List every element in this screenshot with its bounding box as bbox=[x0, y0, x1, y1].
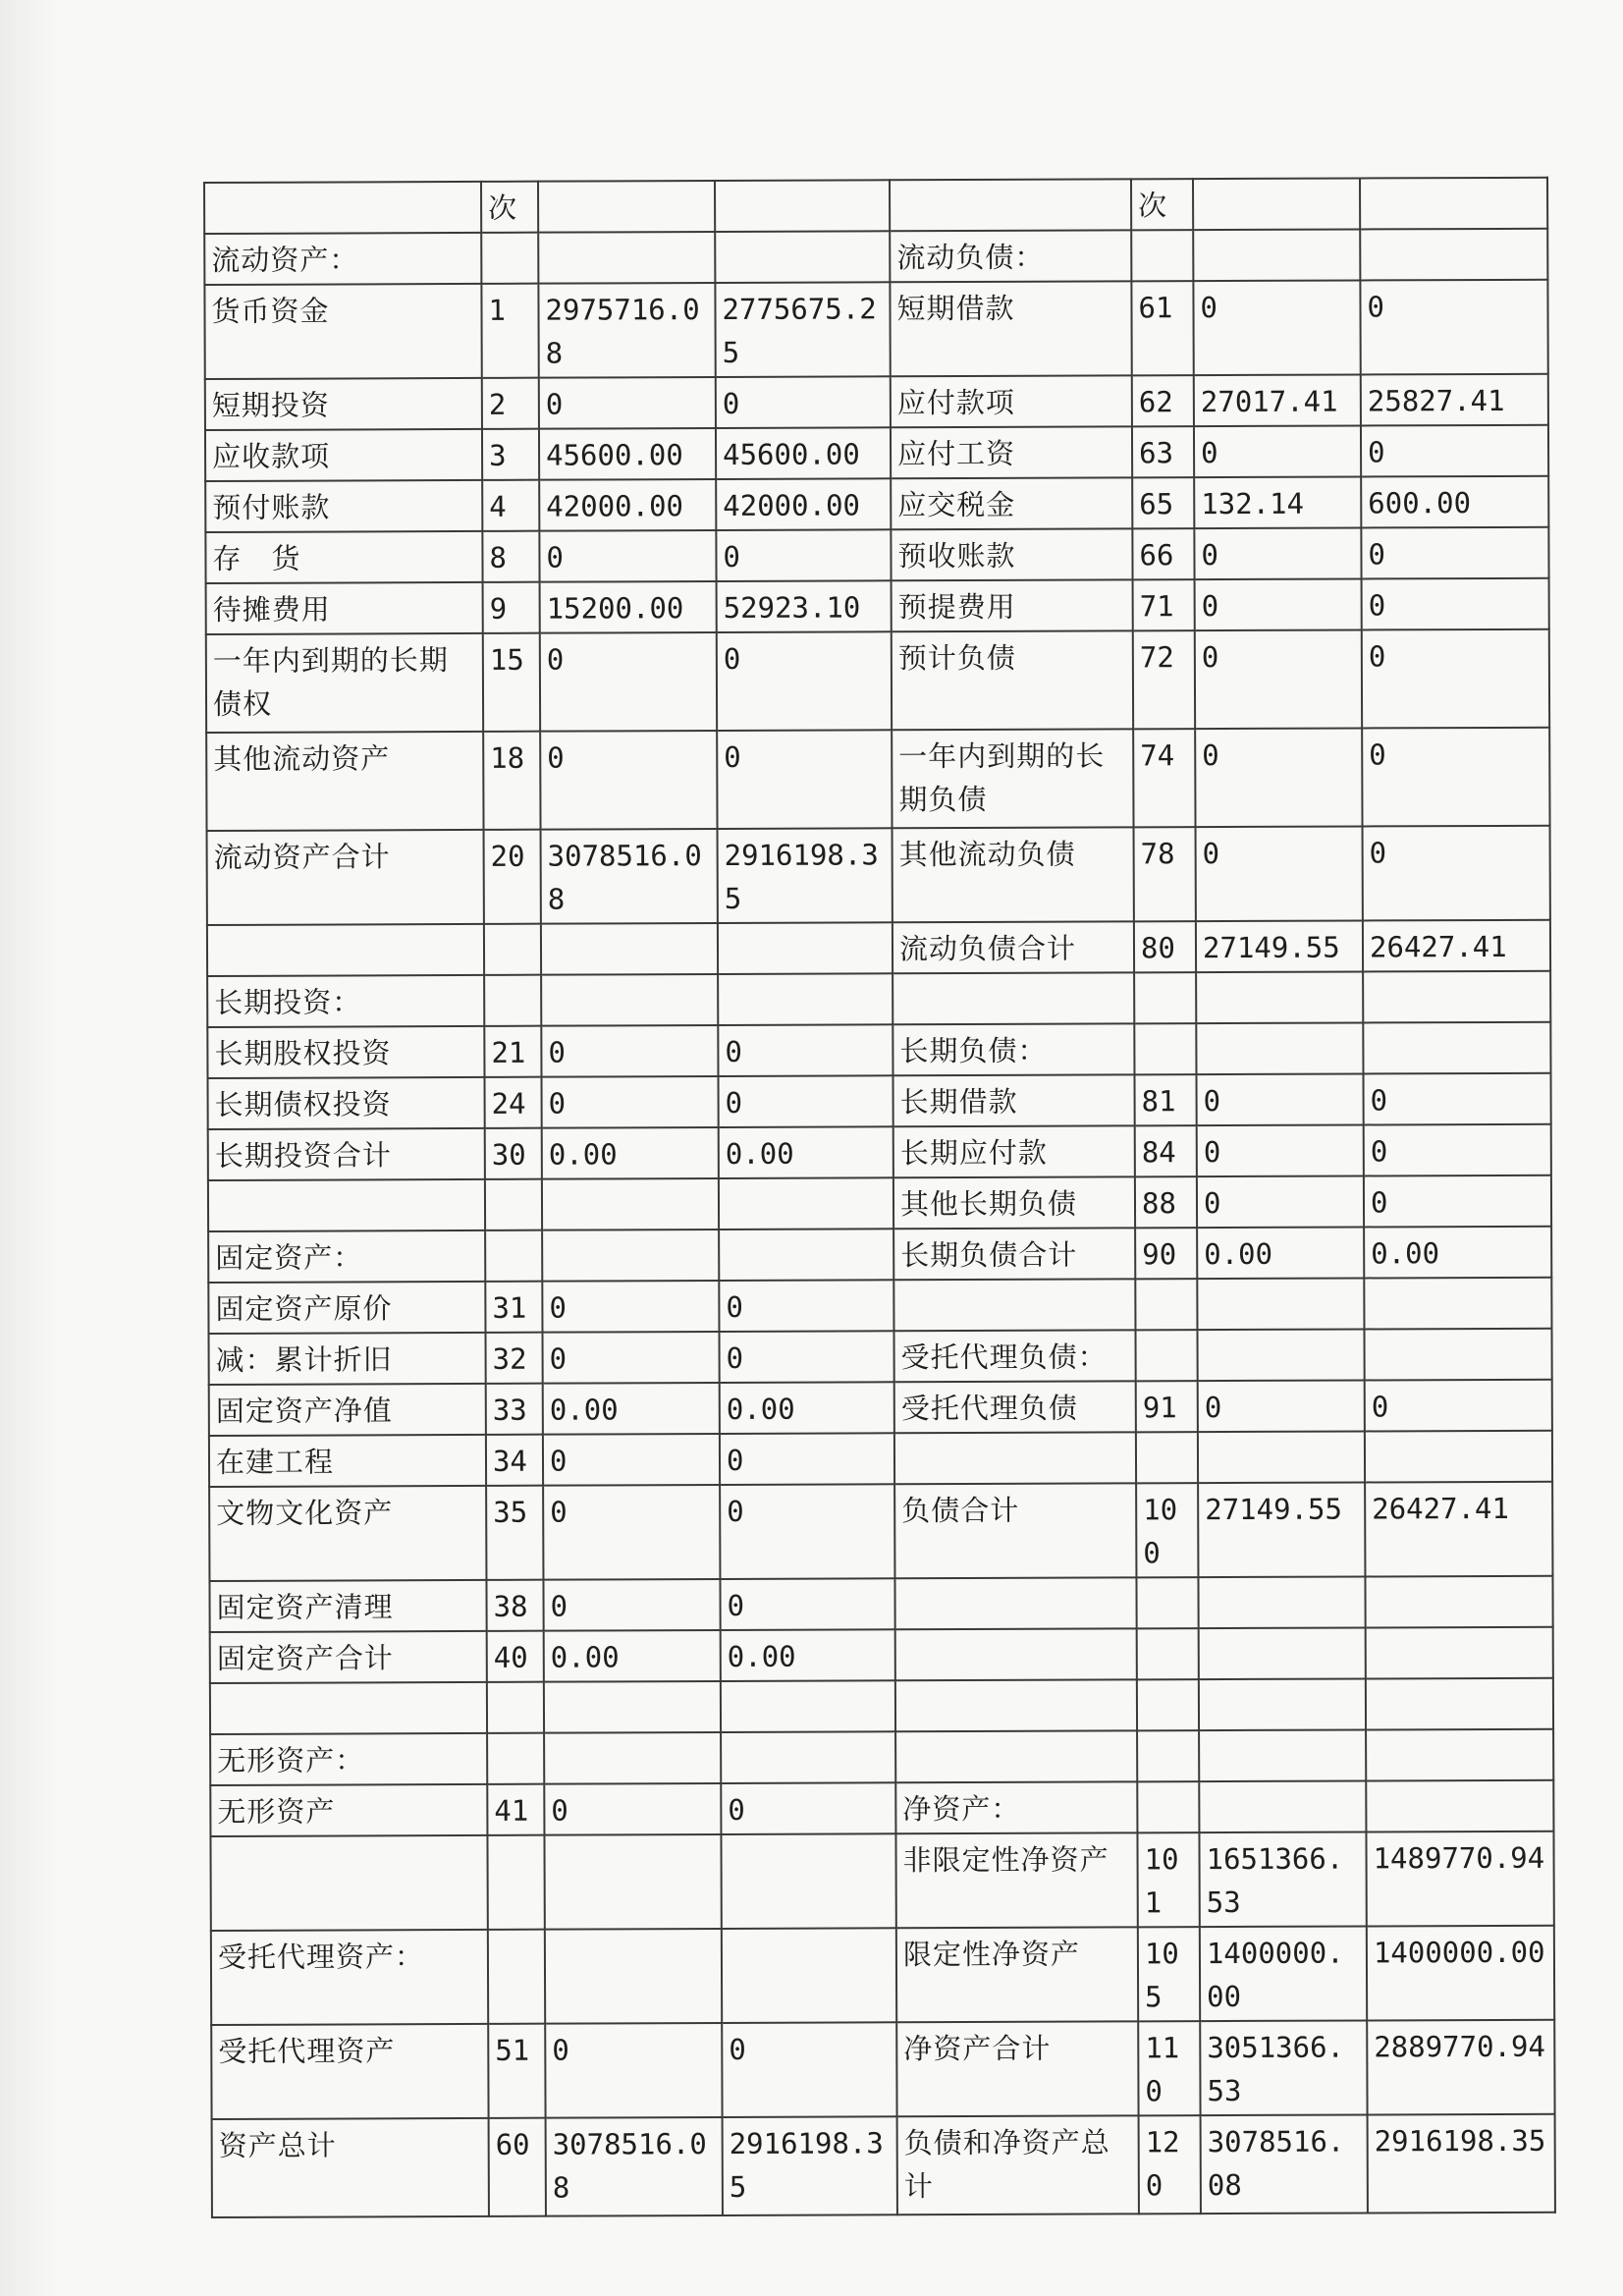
left-item-index: 3 bbox=[482, 429, 539, 480]
right-item-name: 净资产合计 bbox=[896, 2021, 1138, 2116]
right-item-value-1: 0 bbox=[1196, 1073, 1363, 1125]
left-item-value-2: 0 bbox=[719, 1280, 893, 1332]
left-item-index: 8 bbox=[482, 531, 539, 582]
left-item-index: 33 bbox=[486, 1384, 543, 1435]
header-left-index: 次 bbox=[481, 182, 538, 233]
right-item-index: 74 bbox=[1133, 729, 1195, 827]
left-item-value-1 bbox=[545, 1929, 722, 2024]
right-item-value-2: 1400000.00 bbox=[1367, 1926, 1554, 2021]
table-row bbox=[209, 1329, 1552, 1385]
right-item-index bbox=[1137, 1730, 1199, 1781]
right-item-value-1: 3051366.53 bbox=[1200, 2020, 1367, 2115]
right-item-value-1: 27149.55 bbox=[1198, 1482, 1365, 1577]
left-item-value-2: 0 bbox=[720, 1331, 894, 1383]
left-item-value-2: 0.00 bbox=[720, 1382, 894, 1434]
left-item-name: 资产总计 bbox=[212, 2118, 489, 2217]
right-item-name: 预计负债 bbox=[892, 630, 1133, 730]
left-item-name bbox=[210, 1682, 487, 1734]
left-item-index: 51 bbox=[488, 2024, 545, 2118]
right-item-value-2 bbox=[1364, 1278, 1551, 1330]
left-item-value-2 bbox=[715, 231, 890, 283]
table-row bbox=[206, 578, 1549, 634]
left-item-value-1 bbox=[544, 1834, 721, 1930]
right-item-value-1: 27149.55 bbox=[1196, 920, 1363, 972]
right-item-index bbox=[1136, 1577, 1198, 1628]
left-item-index bbox=[481, 233, 538, 284]
left-item-value-1: 0.00 bbox=[544, 1630, 721, 1682]
left-item-name: 流动资产合计 bbox=[207, 830, 484, 925]
right-item-index: 90 bbox=[1135, 1228, 1197, 1279]
right-item-value-1: 3078516.08 bbox=[1201, 2114, 1368, 2214]
left-item-value-1: 0 bbox=[542, 1076, 719, 1128]
right-item-index bbox=[1135, 1279, 1197, 1330]
left-item-value-1: 0 bbox=[540, 731, 717, 830]
left-item-index: 35 bbox=[486, 1486, 543, 1580]
left-item-value-2 bbox=[718, 922, 893, 974]
right-item-value-1 bbox=[1198, 1431, 1365, 1483]
left-item-value-2: 2916198.35 bbox=[718, 828, 893, 923]
right-item-value-1 bbox=[1196, 971, 1363, 1023]
right-item-index: 78 bbox=[1134, 827, 1196, 921]
left-item-name: 待摊费用 bbox=[206, 582, 483, 634]
left-item-index: 38 bbox=[486, 1580, 543, 1631]
left-item-name: 存 货 bbox=[205, 531, 482, 583]
left-item-value-1 bbox=[542, 1178, 719, 1230]
left-item-value-1: 3078516.08 bbox=[546, 2117, 723, 2216]
right-item-index: 71 bbox=[1133, 579, 1195, 630]
table-row bbox=[210, 1780, 1553, 1836]
left-item-value-2: 0 bbox=[721, 1782, 895, 1834]
right-item-name: 长期借款 bbox=[893, 1074, 1135, 1126]
right-item-name bbox=[893, 1279, 1135, 1331]
right-item-index: 66 bbox=[1132, 528, 1194, 579]
left-item-index: 4 bbox=[482, 480, 539, 531]
right-item-value-1: 0 bbox=[1195, 629, 1362, 729]
right-item-value-2 bbox=[1366, 1678, 1553, 1730]
left-item-index: 18 bbox=[483, 732, 540, 830]
left-item-value-2: 0 bbox=[719, 1075, 893, 1127]
left-item-name: 固定资产净值 bbox=[209, 1384, 486, 1436]
left-item-value-1: 15200.00 bbox=[540, 581, 717, 633]
left-item-value-1: 0 bbox=[543, 1579, 720, 1631]
right-item-index: 62 bbox=[1132, 375, 1194, 426]
right-item-value-1: 0 bbox=[1193, 280, 1360, 375]
table-row bbox=[207, 920, 1550, 976]
table-row bbox=[204, 280, 1547, 379]
left-item-value-1: 0 bbox=[544, 1783, 721, 1835]
right-item-name: 受托代理负债： bbox=[893, 1330, 1135, 1382]
balance-sheet-wrapper bbox=[203, 182, 1546, 2218]
table-row bbox=[205, 425, 1548, 481]
left-item-index: 32 bbox=[486, 1333, 543, 1384]
right-item-name: 应付工资 bbox=[891, 426, 1132, 478]
right-item-value-2 bbox=[1360, 229, 1547, 281]
table-row bbox=[205, 527, 1548, 583]
right-item-value-2 bbox=[1363, 971, 1550, 1023]
right-item-value-2: 26427.41 bbox=[1365, 1482, 1552, 1577]
right-item-value-1 bbox=[1199, 1678, 1366, 1730]
right-item-value-2 bbox=[1366, 1780, 1553, 1832]
right-item-name: 其他流动负债 bbox=[893, 827, 1134, 922]
right-item-value-2: 0.00 bbox=[1364, 1227, 1551, 1279]
table-row bbox=[206, 629, 1549, 733]
left-item-name: 长期股权投资 bbox=[207, 1026, 484, 1078]
left-item-value-2: 52923.10 bbox=[717, 580, 892, 632]
left-item-value-2: 0 bbox=[717, 730, 892, 829]
left-item-value-2: 0 bbox=[720, 1433, 894, 1485]
right-item-value-1 bbox=[1197, 1278, 1364, 1330]
left-item-name bbox=[207, 924, 484, 976]
left-item-name: 减：累计折旧 bbox=[209, 1333, 486, 1385]
left-item-value-1: 45600.00 bbox=[539, 428, 716, 480]
right-item-value-2: 0 bbox=[1361, 425, 1548, 477]
left-item-value-2: 0.00 bbox=[719, 1126, 893, 1178]
left-item-value-2 bbox=[719, 1229, 893, 1281]
right-item-value-1: 27017.41 bbox=[1194, 374, 1361, 426]
table-row bbox=[207, 971, 1550, 1027]
left-item-name bbox=[210, 1835, 487, 1931]
table-row bbox=[212, 2114, 1555, 2217]
right-item-name bbox=[895, 1730, 1137, 1782]
right-item-index: 88 bbox=[1135, 1176, 1197, 1228]
right-item-value-1 bbox=[1196, 1022, 1363, 1074]
left-item-value-2: 0 bbox=[722, 2022, 896, 2117]
right-item-index: 80 bbox=[1134, 921, 1196, 972]
left-item-value-2: 0 bbox=[720, 1484, 894, 1579]
left-item-name: 应收款项 bbox=[205, 429, 482, 481]
right-item-index bbox=[1134, 972, 1196, 1023]
right-item-value-1: 132.14 bbox=[1194, 476, 1361, 528]
left-item-value-1: 0 bbox=[539, 377, 716, 429]
right-item-index: 65 bbox=[1132, 477, 1194, 528]
right-item-name bbox=[894, 1577, 1136, 1629]
right-item-index bbox=[1135, 1330, 1197, 1381]
right-item-name: 应交税金 bbox=[891, 477, 1132, 529]
table-row bbox=[207, 826, 1550, 925]
right-item-name: 一年内到期的长期负债 bbox=[892, 729, 1133, 828]
table-row bbox=[211, 1926, 1554, 2025]
left-item-value-2 bbox=[721, 1680, 895, 1732]
right-item-value-2: 0 bbox=[1363, 1073, 1550, 1125]
left-item-index: 60 bbox=[489, 2118, 546, 2216]
header-left-value2 bbox=[715, 180, 890, 232]
left-item-name: 长期投资： bbox=[207, 975, 484, 1027]
left-item-name: 受托代理资产： bbox=[211, 1930, 488, 2025]
left-item-index bbox=[485, 1179, 542, 1230]
left-item-value-2: 0.00 bbox=[721, 1629, 895, 1681]
left-item-value-2: 2916198.35 bbox=[723, 2116, 897, 2215]
right-item-value-2: 2889770.94 bbox=[1367, 2020, 1554, 2115]
header-right-value1 bbox=[1193, 178, 1360, 230]
right-item-value-2: 0 bbox=[1363, 826, 1550, 921]
right-item-value-2: 0 bbox=[1362, 728, 1549, 827]
right-item-value-2: 0 bbox=[1362, 629, 1549, 729]
left-item-index bbox=[484, 975, 541, 1026]
right-item-value-2 bbox=[1363, 1022, 1550, 1074]
table-row bbox=[209, 1482, 1552, 1581]
left-item-value-1: 3078516.08 bbox=[541, 829, 718, 924]
right-item-value-2: 26427.41 bbox=[1363, 920, 1550, 972]
left-item-value-1 bbox=[544, 1681, 721, 1733]
right-item-value-1: 1651366.53 bbox=[1199, 1831, 1366, 1927]
left-item-value-2: 0 bbox=[718, 1024, 893, 1076]
right-item-name bbox=[893, 972, 1134, 1024]
right-item-value-2: 0 bbox=[1365, 1380, 1552, 1432]
left-item-value-1: 0 bbox=[540, 632, 717, 732]
table-row bbox=[208, 1175, 1551, 1231]
left-item-value-1: 0 bbox=[543, 1332, 720, 1384]
left-item-name: 固定资产合计 bbox=[210, 1631, 487, 1683]
right-item-value-2 bbox=[1365, 1431, 1552, 1483]
right-item-name: 长期应付款 bbox=[893, 1125, 1135, 1177]
right-item-index: 101 bbox=[1137, 1832, 1199, 1927]
table-row bbox=[206, 728, 1549, 831]
header-right-value2 bbox=[1360, 178, 1547, 230]
left-item-index: 31 bbox=[485, 1282, 542, 1333]
right-item-value-1: 1400000.00 bbox=[1200, 1926, 1367, 2021]
right-item-name: 流动负债： bbox=[890, 230, 1131, 282]
left-item-name: 受托代理资产 bbox=[211, 2024, 488, 2119]
left-item-index: 2 bbox=[482, 378, 539, 429]
right-item-value-2 bbox=[1366, 1729, 1553, 1781]
right-item-index: 84 bbox=[1135, 1125, 1197, 1176]
left-item-index bbox=[488, 1930, 545, 2024]
right-item-index: 91 bbox=[1136, 1381, 1198, 1432]
table-row bbox=[205, 374, 1548, 430]
left-item-value-1: 0.00 bbox=[542, 1127, 719, 1179]
left-item-index: 1 bbox=[481, 284, 538, 378]
right-item-value-1: 0 bbox=[1198, 1380, 1365, 1432]
left-item-index: 15 bbox=[483, 633, 540, 732]
left-item-name: 文物文化资产 bbox=[209, 1486, 486, 1581]
left-item-index: 21 bbox=[484, 1026, 541, 1077]
right-item-value-1 bbox=[1199, 1780, 1366, 1832]
left-item-value-2: 0 bbox=[716, 376, 891, 428]
left-item-name: 一年内到期的长期债权 bbox=[206, 633, 483, 733]
left-item-name: 货币资金 bbox=[204, 284, 481, 379]
left-item-value-2: 42000.00 bbox=[716, 478, 891, 530]
right-item-name: 长期负债： bbox=[893, 1023, 1134, 1075]
right-item-value-1 bbox=[1198, 1576, 1365, 1628]
right-item-value-1: 0 bbox=[1194, 425, 1361, 477]
table-row bbox=[209, 1431, 1552, 1487]
left-item-value-1 bbox=[538, 232, 715, 284]
right-item-value-2: 600.00 bbox=[1361, 476, 1548, 528]
table-row bbox=[208, 1227, 1551, 1283]
table-row bbox=[208, 1278, 1551, 1334]
table-row bbox=[210, 1678, 1553, 1734]
left-item-index bbox=[487, 1835, 544, 1930]
left-item-name: 其他流动资产 bbox=[206, 732, 483, 831]
right-item-value-2: 25827.41 bbox=[1361, 374, 1548, 426]
left-item-name bbox=[208, 1179, 485, 1231]
right-item-index: 105 bbox=[1138, 1927, 1200, 2021]
table-row bbox=[210, 1627, 1553, 1683]
right-item-index: 61 bbox=[1131, 281, 1193, 375]
right-item-name: 限定性净资产 bbox=[896, 1927, 1138, 2022]
right-item-name: 应付款项 bbox=[891, 375, 1132, 427]
left-item-index: 41 bbox=[487, 1784, 544, 1835]
right-item-name: 流动负债合计 bbox=[893, 921, 1134, 973]
left-item-value-2 bbox=[721, 1731, 895, 1783]
left-item-index: 9 bbox=[483, 582, 540, 633]
right-item-value-2: 1489770.94 bbox=[1366, 1831, 1553, 1927]
table-row bbox=[210, 1831, 1553, 1931]
left-item-value-1: 0 bbox=[539, 530, 716, 582]
table-row bbox=[211, 2020, 1554, 2119]
left-item-index bbox=[487, 1682, 544, 1733]
header-right-index: 次 bbox=[1131, 179, 1193, 230]
left-item-value-2 bbox=[718, 973, 893, 1025]
right-item-name: 预收账款 bbox=[891, 528, 1132, 580]
left-item-value-1: 0 bbox=[543, 1485, 720, 1580]
left-item-value-2 bbox=[719, 1177, 893, 1230]
left-item-index: 24 bbox=[485, 1077, 542, 1128]
right-item-value-2: 0 bbox=[1364, 1175, 1551, 1228]
right-item-index: 72 bbox=[1133, 630, 1195, 729]
left-item-value-1 bbox=[541, 923, 718, 975]
right-item-name: 净资产： bbox=[895, 1781, 1137, 1833]
table-row bbox=[207, 1022, 1550, 1078]
right-item-name: 其他长期负债 bbox=[893, 1176, 1135, 1229]
right-item-value-1 bbox=[1199, 1627, 1366, 1679]
left-item-name: 在建工程 bbox=[209, 1435, 486, 1487]
right-item-index: 63 bbox=[1132, 426, 1194, 477]
left-item-value-1: 0.00 bbox=[543, 1383, 720, 1435]
left-item-name: 短期投资 bbox=[205, 378, 482, 430]
left-item-value-1: 0 bbox=[541, 1025, 718, 1077]
right-item-index: 100 bbox=[1136, 1483, 1198, 1577]
right-item-index bbox=[1131, 230, 1193, 281]
right-item-name: 长期负债合计 bbox=[893, 1228, 1135, 1280]
left-item-name: 无形资产： bbox=[210, 1733, 487, 1785]
left-item-value-2: 0 bbox=[716, 529, 891, 581]
right-item-value-1: 0 bbox=[1195, 578, 1362, 630]
left-item-index bbox=[487, 1733, 544, 1784]
balance-sheet-body bbox=[204, 178, 1555, 2217]
right-item-value-1: 0 bbox=[1194, 527, 1361, 579]
table-row bbox=[208, 1073, 1551, 1129]
left-item-index: 34 bbox=[486, 1435, 543, 1486]
scan-edge-shadow bbox=[0, 0, 59, 2296]
left-item-value-2 bbox=[722, 1928, 896, 2023]
right-item-name: 短期借款 bbox=[890, 281, 1131, 376]
header-left-name bbox=[204, 182, 481, 234]
right-item-value-2 bbox=[1365, 1576, 1552, 1628]
left-item-index: 30 bbox=[485, 1128, 542, 1179]
right-item-name: 预提费用 bbox=[892, 579, 1133, 631]
right-item-value-1: 0.00 bbox=[1197, 1227, 1364, 1279]
right-item-value-1: 0 bbox=[1195, 728, 1362, 827]
left-item-name: 长期投资合计 bbox=[208, 1128, 485, 1180]
left-item-value-1: 0 bbox=[543, 1434, 720, 1486]
right-item-value-2 bbox=[1366, 1627, 1553, 1679]
right-item-name: 负债合计 bbox=[894, 1483, 1136, 1578]
table-row bbox=[205, 476, 1548, 532]
right-item-value-2: 0 bbox=[1361, 527, 1548, 579]
header-left-value1 bbox=[538, 181, 715, 233]
right-item-index: 110 bbox=[1138, 2021, 1200, 2115]
right-item-name bbox=[895, 1679, 1137, 1731]
right-item-value-2: 0 bbox=[1360, 280, 1547, 375]
left-item-name: 长期债权投资 bbox=[208, 1077, 485, 1129]
left-item-value-1: 0 bbox=[545, 2023, 722, 2118]
right-item-value-2: 2916198.35 bbox=[1368, 2114, 1555, 2214]
header-right-name bbox=[890, 179, 1131, 231]
right-item-index bbox=[1136, 1432, 1198, 1483]
right-item-value-1: 0 bbox=[1197, 1175, 1364, 1228]
left-item-value-2: 45600.00 bbox=[716, 427, 891, 479]
right-item-index: 81 bbox=[1134, 1074, 1196, 1125]
right-item-name: 受托代理负债 bbox=[894, 1381, 1136, 1433]
left-item-index bbox=[484, 924, 541, 975]
right-item-name: 负债和净资产总计 bbox=[897, 2115, 1139, 2214]
right-item-index bbox=[1134, 1023, 1196, 1074]
right-item-value-1 bbox=[1197, 1329, 1364, 1381]
left-item-index: 40 bbox=[487, 1631, 544, 1682]
table-row bbox=[209, 1576, 1552, 1632]
left-item-value-1: 42000.00 bbox=[539, 479, 716, 531]
left-item-value-2: 0 bbox=[717, 631, 892, 731]
left-item-name: 流动资产： bbox=[204, 233, 481, 285]
left-item-value-1 bbox=[544, 1732, 721, 1784]
right-item-value-2: 0 bbox=[1362, 578, 1549, 630]
right-item-value-2: 0 bbox=[1364, 1124, 1551, 1176]
right-item-index bbox=[1137, 1781, 1199, 1832]
left-item-value-1 bbox=[542, 1230, 719, 1282]
table-row bbox=[209, 1380, 1552, 1436]
right-item-name: 非限定性净资产 bbox=[895, 1832, 1137, 1928]
left-item-value-1: 2975716.08 bbox=[538, 283, 715, 378]
right-item-name bbox=[895, 1628, 1137, 1680]
left-item-name: 无形资产 bbox=[210, 1784, 487, 1836]
right-item-value-1 bbox=[1193, 229, 1360, 281]
right-item-index: 120 bbox=[1139, 2115, 1201, 2214]
left-item-name: 固定资产： bbox=[208, 1230, 485, 1283]
right-item-name bbox=[894, 1432, 1136, 1484]
left-item-name: 固定资产原价 bbox=[208, 1282, 485, 1334]
header-row bbox=[204, 178, 1547, 234]
right-item-index bbox=[1137, 1628, 1199, 1679]
left-item-index: 20 bbox=[484, 830, 541, 924]
left-item-value-2: 0 bbox=[720, 1578, 894, 1630]
left-item-value-1: 0 bbox=[542, 1281, 719, 1333]
right-item-value-1: 0 bbox=[1197, 1124, 1364, 1176]
right-item-index bbox=[1137, 1679, 1199, 1730]
table-row bbox=[204, 229, 1547, 285]
left-item-value-2: 2775675.25 bbox=[715, 282, 890, 377]
balance-sheet-table bbox=[203, 177, 1556, 2218]
table-row bbox=[210, 1729, 1553, 1785]
left-item-value-2 bbox=[721, 1833, 895, 1929]
left-item-index bbox=[485, 1230, 542, 1282]
left-item-name: 固定资产清理 bbox=[209, 1580, 486, 1632]
right-item-value-1: 0 bbox=[1196, 826, 1363, 921]
right-item-value-1 bbox=[1199, 1729, 1366, 1781]
left-item-name: 预付账款 bbox=[205, 480, 482, 532]
right-item-value-2 bbox=[1364, 1329, 1551, 1381]
table-row bbox=[208, 1124, 1551, 1180]
left-item-value-1 bbox=[541, 974, 718, 1026]
